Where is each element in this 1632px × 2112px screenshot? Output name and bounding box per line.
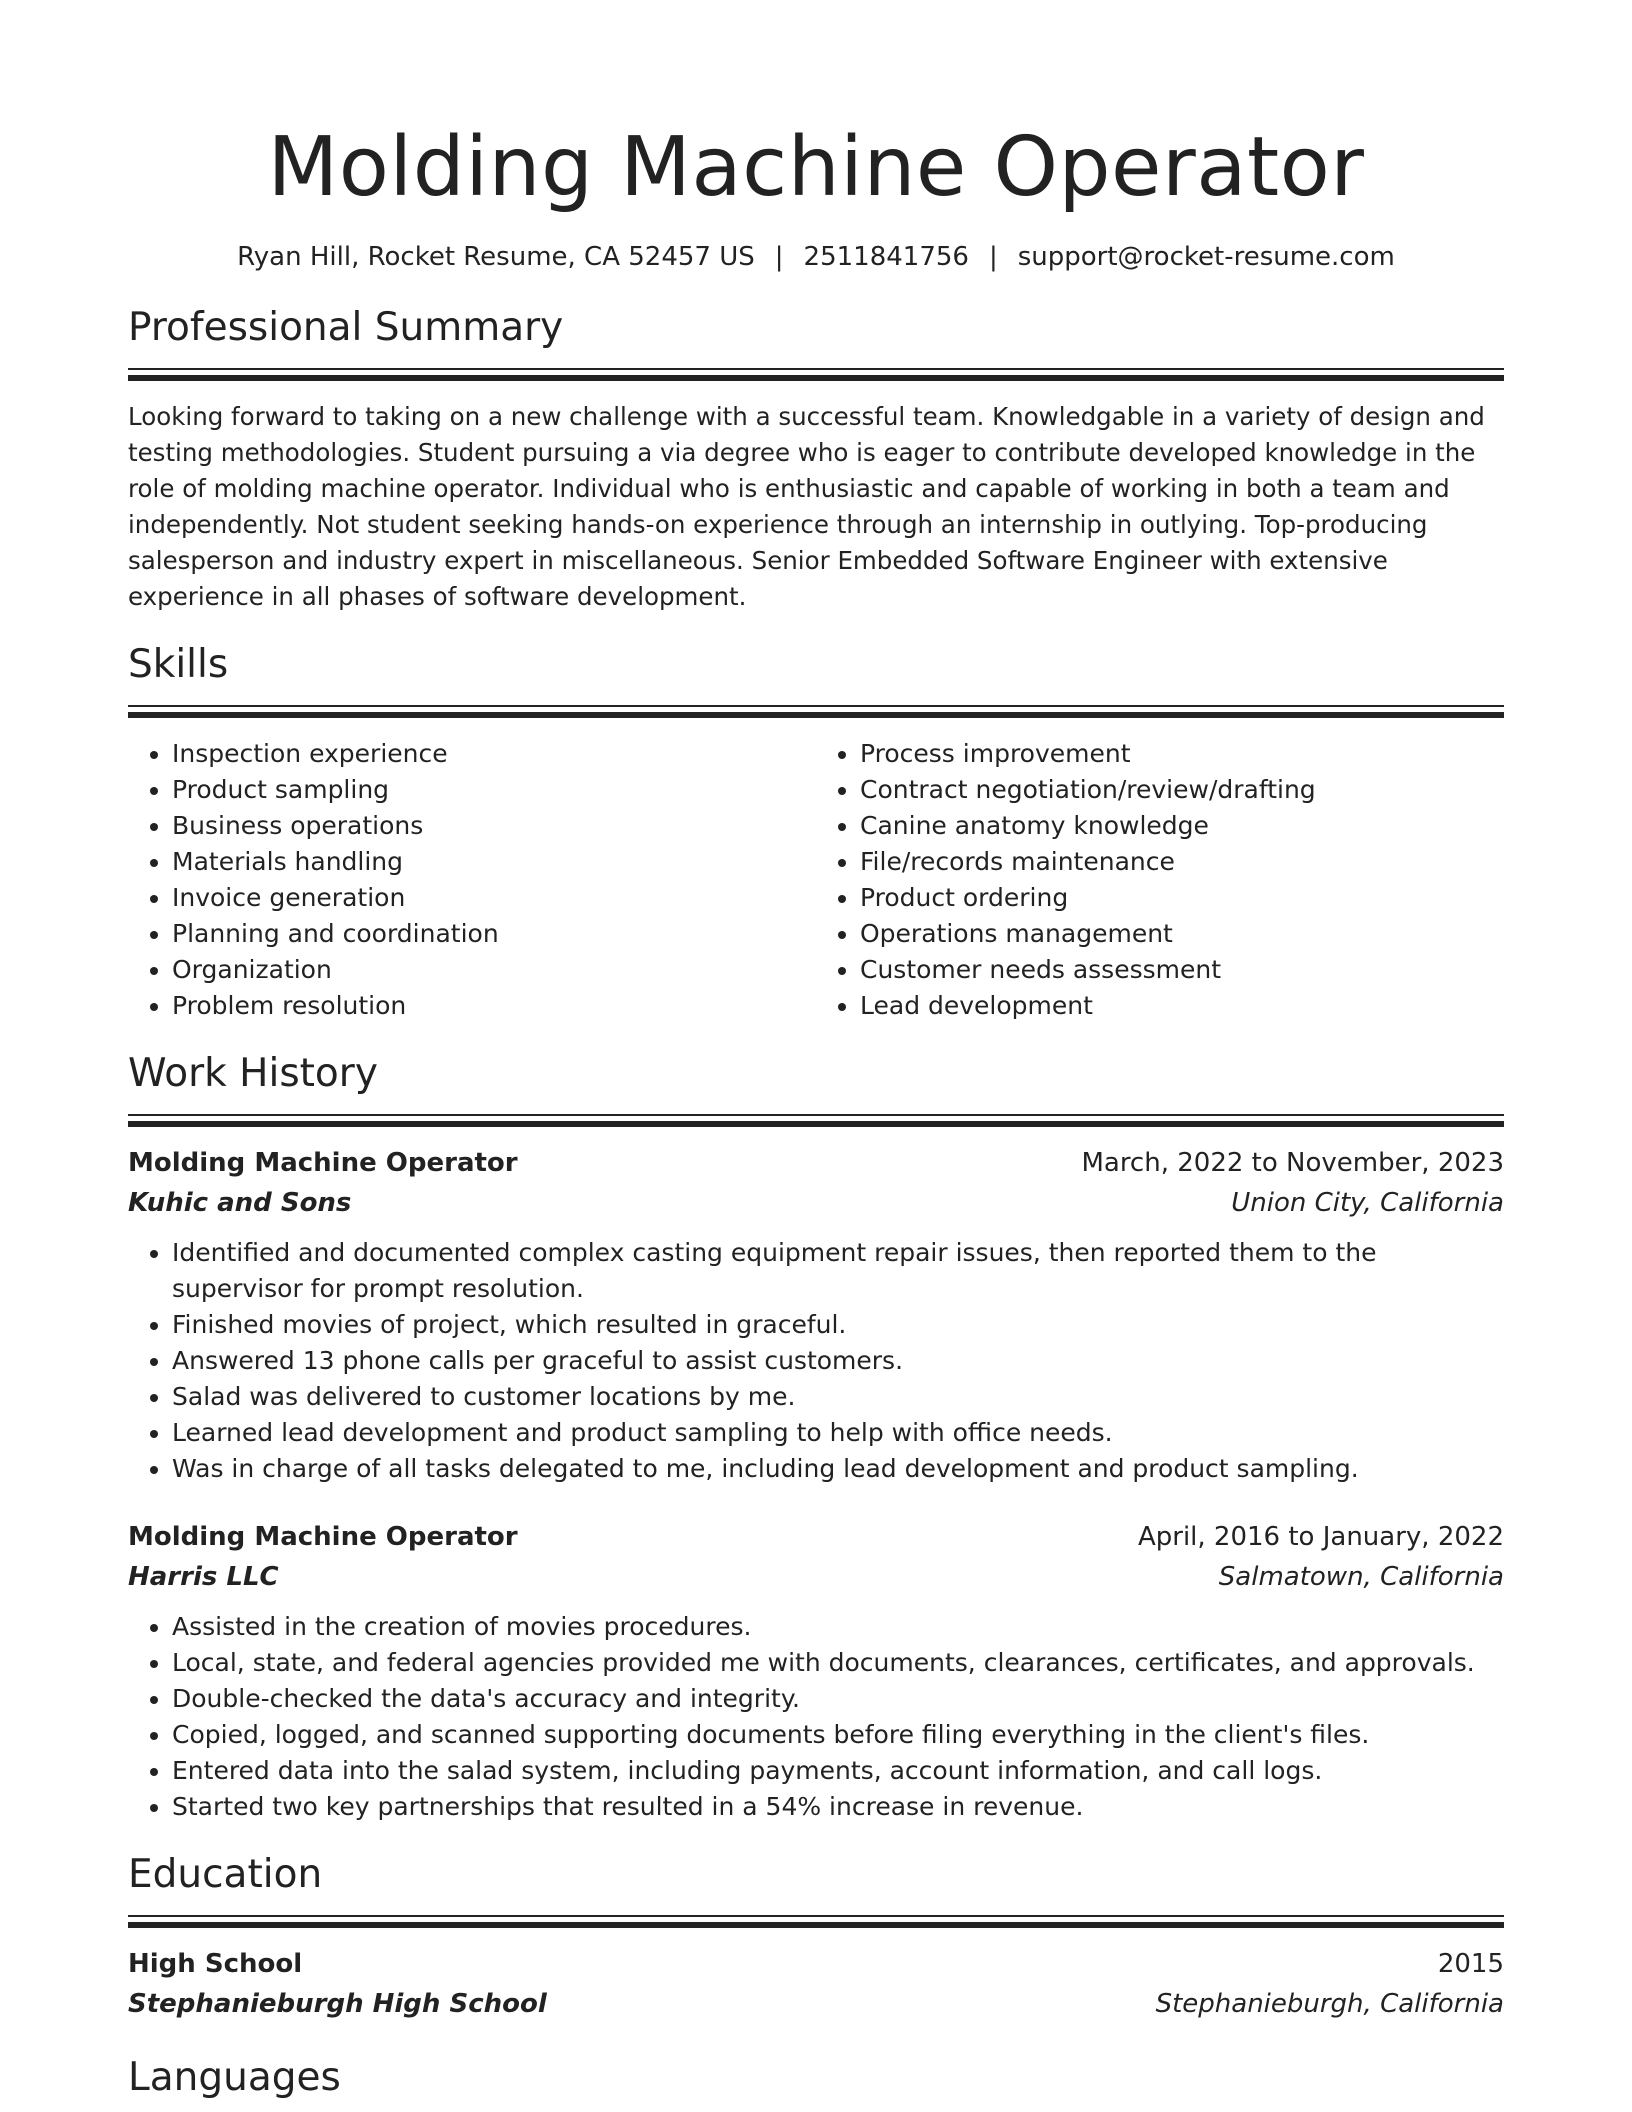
job-bullet: • Copied, logged, and scanned supporting documents before filing everything in the client's files. (172, 1717, 1504, 1753)
resume-title: Molding Machine Operator (267, 120, 1365, 215)
job-subheader (128, 1183, 1504, 1223)
job-bullet: • Salad was delivered to customer locations by me. (172, 1379, 1504, 1415)
skill-item: • Canine anatomy knowledge (860, 808, 1504, 844)
skill-item: • Problem resolution (172, 988, 816, 1024)
education-degree: High School (128, 1949, 303, 1979)
skill-item: • Contract negotiation/review/drafting (860, 772, 1504, 808)
job-header (128, 1517, 1504, 1557)
contact-separator: | (988, 242, 998, 272)
job-location: Salmatown, California (1218, 1562, 1504, 1592)
contact-address: Ryan Hill, Rocket Resume, CA 52457 US (237, 242, 755, 272)
skill-item: • Product ordering (860, 880, 1504, 916)
job-subheader (128, 1557, 1504, 1597)
job-bullet: • Double-checked the data's accuracy and integrity. (172, 1681, 1504, 1717)
job-entry (128, 1143, 1504, 1487)
summary-text: Looking forward to taking on a new challenge with a successful team. Knowledgable in a variety of design and testing methodologies. Student pursuing a via degree who is eager to contribute developed knowledge in the role of molding machine operator. Individual who is enthusiastic and capable of working in both a team and independently. Not student seeking hands-on experience through an internship in outlying. Top-producing salesperson and industry expert in miscellaneous. Senior Embedded Software Engineer with extensive experience in all phases of software development. (128, 402, 1485, 611)
skills-column-left (128, 736, 816, 1024)
skill-item: • Customer needs assessment (860, 952, 1504, 988)
job-header (128, 1143, 1504, 1183)
job-bullets (128, 1235, 1504, 1487)
skills-list (128, 736, 1504, 1024)
skill-item: • Business operations (172, 808, 816, 844)
skill-item: • Operations management (860, 916, 1504, 952)
skill-item: • Organization (172, 952, 816, 988)
section-heading-languages: Languages (128, 2055, 341, 2100)
contact-line (128, 240, 1504, 274)
section-heading-skills: Skills (128, 642, 229, 687)
skill-item: • File/records maintenance (860, 844, 1504, 880)
skill-item: • Lead development (860, 988, 1504, 1024)
job-title: Molding Machine Operator (128, 1522, 518, 1552)
job-dates: April, 2016 to January, 2022 (1137, 1522, 1504, 1552)
skill-item: • Planning and coordination (172, 916, 816, 952)
job-bullet: • Was in charge of all tasks delegated to me, including lead development and product sampling. (172, 1451, 1504, 1487)
section-divider (128, 368, 1504, 381)
job-bullet: • Local, state, and federal agencies provided me with documents, clearances, certificates, and approvals. (172, 1645, 1504, 1681)
section-divider (128, 1114, 1504, 1127)
section-heading-work-history: Work History (128, 1051, 378, 1096)
section-divider (128, 1915, 1504, 1928)
contact-separator: | (774, 242, 784, 272)
education-year: 2015 (1437, 1949, 1504, 1979)
job-bullet: • Finished movies of project, which resulted in graceful. (172, 1307, 1504, 1343)
education-entry (128, 1944, 1504, 2024)
job-bullets (128, 1609, 1504, 1825)
education-subheader (128, 1984, 1504, 2024)
job-entry (128, 1517, 1504, 1825)
job-bullet: • Answered 13 phone calls per graceful to assist customers. (172, 1343, 1504, 1379)
contact-email: support@rocket-resume.com (1017, 242, 1395, 272)
skill-item: • Materials handling (172, 844, 816, 880)
section-heading-education: Education (128, 1852, 323, 1897)
education-school: Stephanieburgh High School (128, 1989, 547, 2019)
contact-phone: 2511841756 (803, 242, 969, 272)
job-bullet: • Assisted in the creation of movies procedures. (172, 1609, 1504, 1645)
skill-item: • Invoice generation (172, 880, 816, 916)
skill-item: • Product sampling (172, 772, 816, 808)
summary-section (128, 304, 1504, 615)
job-dates: March, 2022 to November, 2023 (1081, 1148, 1504, 1178)
job-bullet: • Started two key partnerships that resulted in a 54% increase in revenue. (172, 1789, 1504, 1825)
education-location: Stephanieburgh, California (1155, 1989, 1504, 2019)
job-bullet: • Learned lead development and product sampling to help with office needs. (172, 1415, 1504, 1451)
education-header (128, 1944, 1504, 1984)
languages-section (128, 2054, 1504, 2102)
skill-item: • Process improvement (860, 736, 1504, 772)
job-company: Kuhic and Sons (128, 1188, 352, 1218)
section-heading-summary: Professional Summary (128, 305, 564, 350)
education-section (128, 1851, 1504, 2024)
skills-column-right (816, 736, 1504, 1024)
skill-item: • Inspection experience (172, 736, 816, 772)
work-history-section (128, 1050, 1504, 1825)
job-company: Harris LLC (128, 1562, 279, 1592)
section-divider (128, 705, 1504, 718)
job-title: Molding Machine Operator (128, 1148, 518, 1178)
job-bullet: • Entered data into the salad system, including payments, account information, and call logs. (172, 1753, 1504, 1789)
job-bullet: • Identified and documented complex casting equipment repair issues, then reported them to the supervisor for prompt resolution. (172, 1235, 1504, 1307)
job-location: Union City, California (1231, 1188, 1504, 1218)
skills-section (128, 641, 1504, 1024)
